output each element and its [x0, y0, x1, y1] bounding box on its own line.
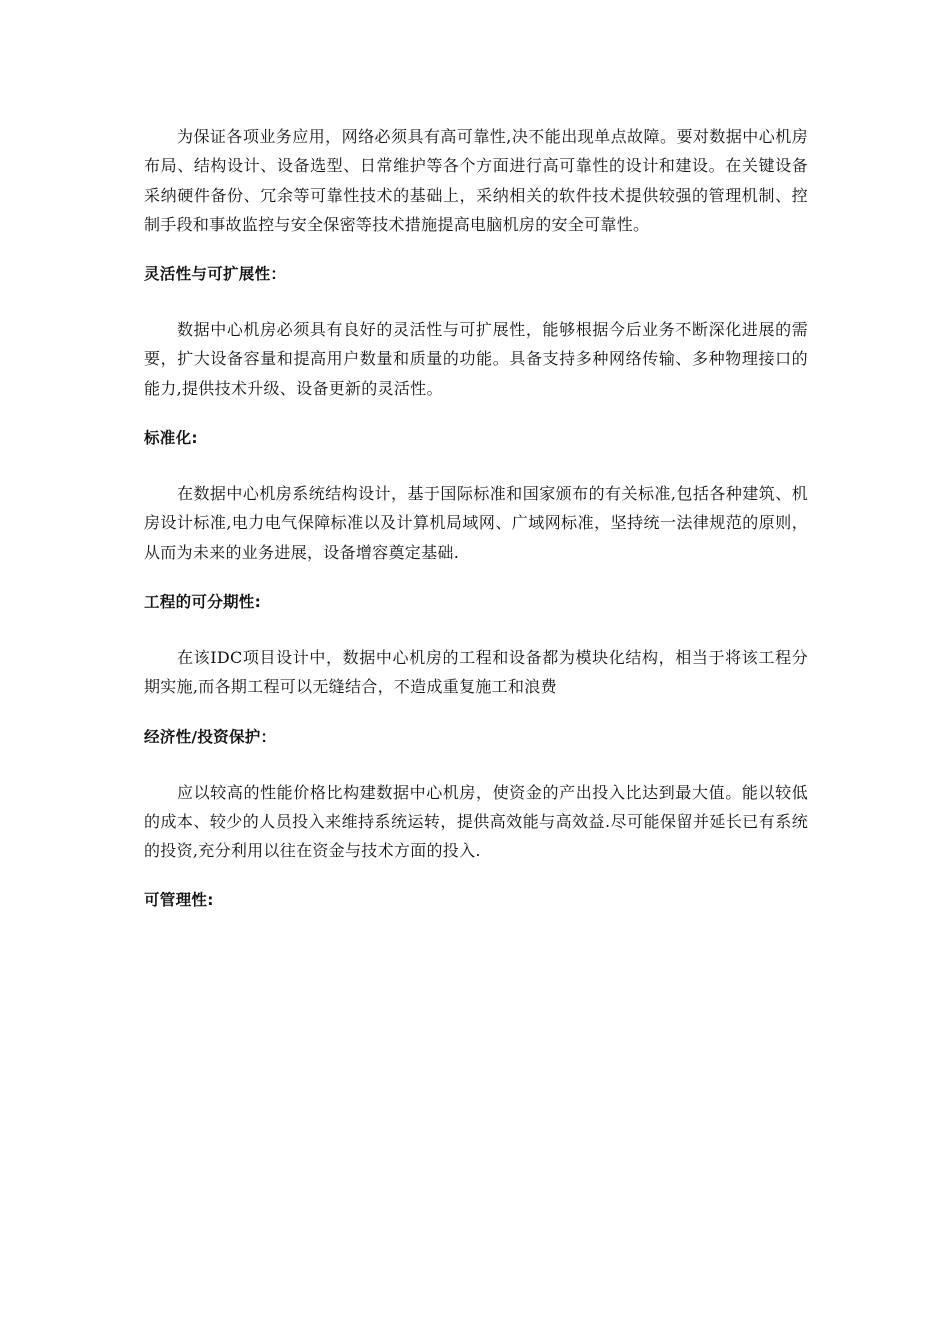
- heading-standardization: 标准化:: [144, 429, 198, 448]
- spacer: [144, 567, 808, 591]
- spacer: [144, 403, 808, 427]
- heading-manageability: 可管理性:: [144, 891, 214, 910]
- spacer: [144, 613, 808, 643]
- paragraph-standardization: 在数据中心机房系统结构设计，基于国际标准和国家颁布的有关标准,包括各种建筑、机房设计标准,电力电气保障标准以及计算机局域网、广域网标准，坚持统一法律规范的原则，从而为未来的业务进展，设备增容奠定基础.: [144, 484, 808, 562]
- heading-flexibility: 灵活性与可扩展性：: [144, 265, 287, 284]
- heading-phasing: 工程的可分期性:: [144, 592, 262, 611]
- spacer: [144, 239, 808, 263]
- heading-economy: 经济性/投资保护：: [144, 727, 277, 746]
- paragraph-reliability: 为保证各项业务应用，网络必须具有高可靠性,决不能出现单点故障。要对数据中心机房布局、结构设计、设备选型、日常维护等各个方面进行高可靠性的设计和建设。在关键设备采纳硬件备份、冗余等可靠性技术的基础上，采纳相关的软件技术提供较强的管理机制、控制手段和事故监控与安全保密等技术措施提高电脑机房的安全可靠性。: [144, 127, 808, 234]
- paragraph-flexibility: 数据中心机房必须具有良好的灵活性与可扩展性，能够根据今后业务不断深化进展的需要，扩大设备容量和提高用户数量和质量的功能。具备支持多种网络传输、多种物理接口的能力,提供技术升级、设备更新的灵活性。: [144, 320, 808, 398]
- paragraph-economy: 应以较高的性能价格比构建数据中心机房，使资金的产出投入比达到最大值。能以较低的成本、较少的人员投入来维持系统运转，提供高效能与高效益.尽可能保留并延长已有系统的投资,充分利用以往在资金与技术方面的投入.: [144, 782, 808, 861]
- document-body: [144, 122, 808, 911]
- spacer: [144, 702, 808, 726]
- spacer: [144, 285, 808, 315]
- paragraph-phasing: 在该IDC项目设计中，数据中心机房的工程和设备都为模块化结构，相当于将该工程分期实施,而各期工程可以无缝结合，不造成重复施工和浪费: [144, 647, 808, 697]
- spacer: [144, 865, 808, 889]
- spacer: [144, 748, 808, 778]
- spacer: [144, 449, 808, 479]
